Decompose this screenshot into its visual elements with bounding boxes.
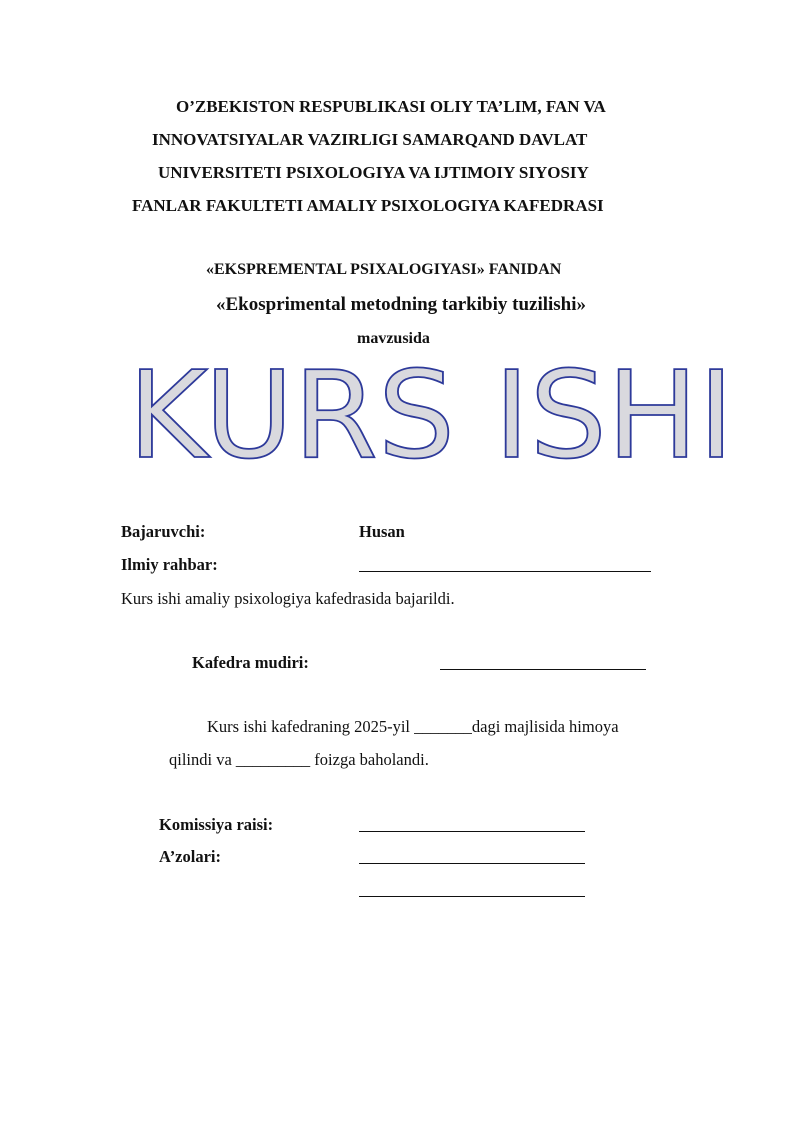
commission-chair-label: Komissiya raisi: <box>159 815 274 834</box>
members-label: A’zolari: <box>159 847 221 866</box>
big-title <box>128 352 738 472</box>
header-line-3: UNIVERSITETI PSIXOLOGIYA VA IJTIMOIY SIYOSIY <box>158 163 589 182</box>
header-line-2: INNOVATSIYALAR VAZIRLIGI SAMARQAND DAVLAT <box>152 130 588 149</box>
member-signature-line-2 <box>359 896 585 897</box>
executor-value: Husan <box>359 522 405 541</box>
completed-note: Kurs ishi amaliy psixologiya kafedrasida bajarildi. <box>121 589 455 608</box>
defense-line-1: Kurs ishi kafedraning 2025-yil _______dagi majlisida himoya <box>207 717 619 736</box>
defense-line-2: qilindi va _________ foizga baholandi. <box>169 750 429 769</box>
supervisor-label: Ilmiy rahbar: <box>121 555 218 574</box>
head-of-department-signature-line <box>440 669 646 670</box>
executor-label: Bajaruvchi: <box>121 522 206 541</box>
header-line-1: O’ZBEKISTON RESPUBLIKASI OLIY TA’LIM, FAN VA <box>176 97 606 116</box>
supervisor-signature-line <box>359 571 651 572</box>
big-title-text: KURS ISHI <box>128 352 734 472</box>
subject-line: «EKSPREMENTAL PSIXALOGIYASI» FANIDAN <box>206 261 562 278</box>
topic-line: «Ekosprimental metodning tarkibiy tuzilishi» <box>216 294 587 315</box>
member-signature-line-1 <box>359 863 585 864</box>
commission-chair-signature-line <box>359 831 585 832</box>
head-of-department-label: Kafedra mudiri: <box>192 653 309 672</box>
topic-suffix: mavzusida <box>357 330 430 347</box>
big-title-graphic <box>128 352 738 472</box>
header-line-4: FANLAR FAKULTETI AMALIY PSIXOLOGIYA KAFEDRASI <box>132 196 604 215</box>
